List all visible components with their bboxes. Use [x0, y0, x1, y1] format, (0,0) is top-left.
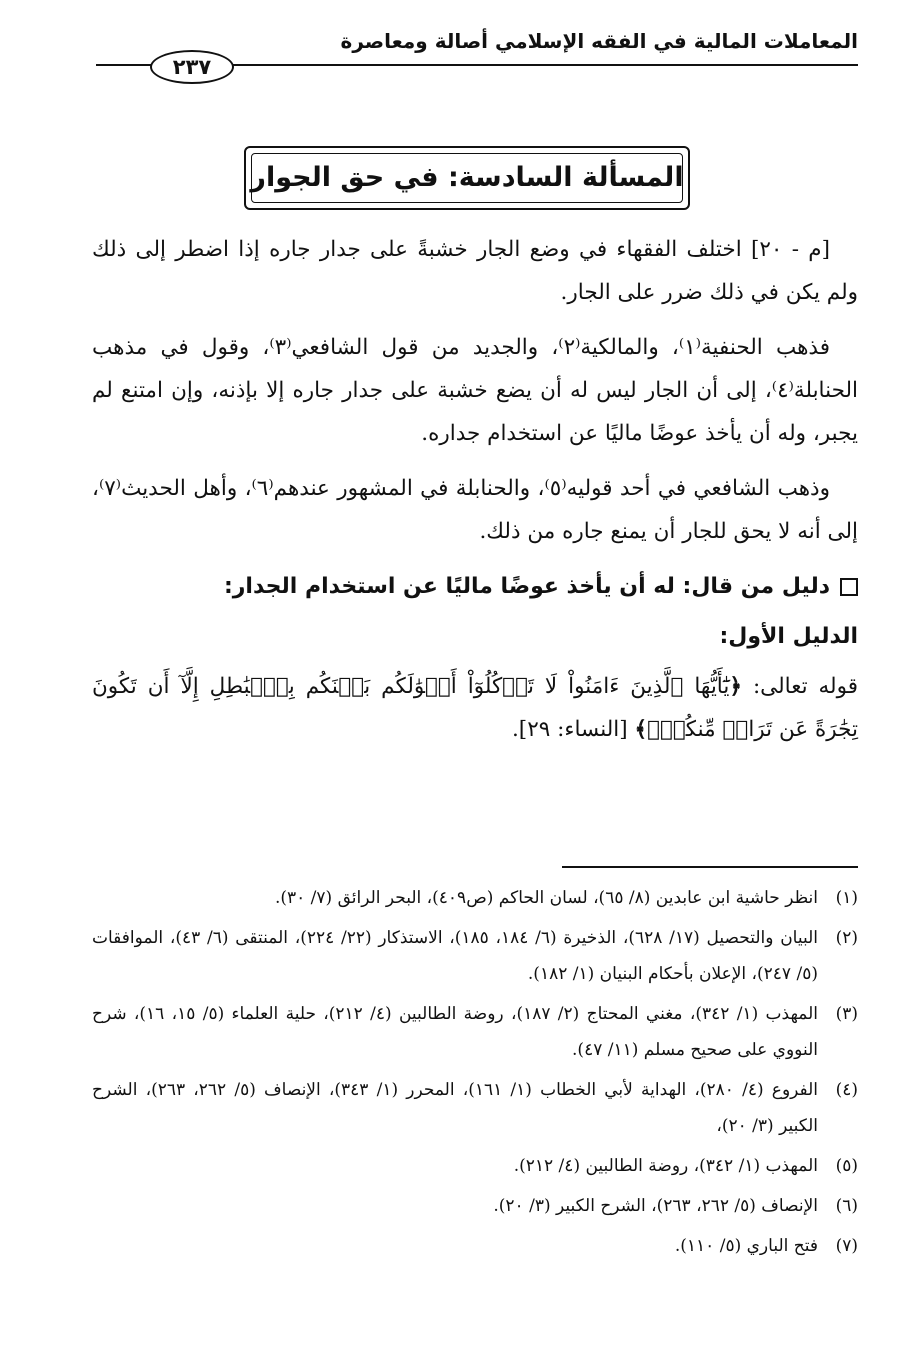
quran-close-bracket: ﴾ — [634, 717, 648, 742]
paragraph-2: فذهب الحنفية⁽١⁾، والمالكية⁽٢⁾، والجديد من قول الشافعي⁽٣⁾، وقول في مذهب الحنابلة⁽٤⁾، إلى أن الجار ليس له أن يضع خشبة على جدار جاره إلا بإذنه، وإن امتنع لم يجبر، وله أن يأخذ عوضًا ماليًا عن استخدام جداره. — [92, 335, 858, 446]
footnote-text: البيان والتحصيل (١٧/ ٦٢٨)، الذخيرة (٦/ ١٨٤، ١٨٥)، الاستذكار (٢٢/ ٢٢٤)، المنتقى (٦/ ٤٣)، الموافقات (٥/ ٢٤٧)، الإعلان بأحكام البنيان (١/ ١٨٢). — [92, 928, 819, 984]
footnote-text: الإنصاف (٥/ ٢٦٢، ٢٦٣)، الشرح الكبير (٣/ ٢٠). — [493, 1196, 818, 1216]
footnote-text: الفروع (٤/ ٢٨٠)، الهداية لأبي الخطاب (١/ ١٦١)، المحرر (١/ ٣٤٣)، الإنصاف (٥/ ٢٦٢، ٢٦٣)، الشرح الكبير (٣/ ٢٠)، — [92, 1080, 819, 1136]
footnote-item — [92, 920, 858, 992]
quran-verse: يَٰٓأَيُّهَا ٱلَّذِينَ ءَامَنُواْ لَا تَأۡكُلُوٓاْ أَمۡوَٰلَكُم بَيۡنَكُم بِٱلۡبَٰطِلِ إِلَّآ أَن تَكُونَ تِجَٰرَةً عَن تَرَاضٖ مِّنكُمۡۚ — [92, 674, 858, 742]
footnote-number: (١) — [835, 888, 858, 908]
first-evidence-heading: الدليل الأول: — [719, 624, 858, 649]
paragraph-3: وذهب الشافعي في أحد قوليه⁽٥⁾، والحنابلة في المشهور عندهم⁽٦⁾، وأهل الحديث⁽٧⁾، إلى أنه لا يحق للجار أن يمنع جاره من ذلك. — [92, 476, 858, 544]
footnote-number: (٣) — [835, 1004, 858, 1024]
checkbox-square-icon — [840, 578, 858, 596]
footnote-text: فتح الباري (٥/ ١١٠). — [674, 1236, 818, 1256]
footnote-number: (٧) — [835, 1236, 858, 1256]
footnote-text: المهذب (١/ ٣٤٢)، مغني المحتاج (٢/ ١٨٧)، روضة الطالبين (٤/ ٢١٢)، حلية العلماء (٥/ ١٥، ١٦)، شرح النووي على صحيح مسلم (١١/ ٤٧). — [92, 1004, 819, 1060]
paragraph-1: [م - ٢٠] اختلف الفقهاء في وضع الجار خشبةً على جدار جاره إذا اضطر إلى ذلك ولم يكن في ذلك ضرر على الجار. — [92, 237, 858, 305]
quran-intro: قوله تعالى: — [752, 674, 858, 699]
section-title-frame — [244, 146, 690, 210]
section-title: المسألة السادسة: في حق الجوار — [250, 162, 684, 193]
evidence-heading-text: دليل من قال: له أن يأخذ عوضًا ماليًا عن استخدام الجدار: — [223, 574, 830, 599]
running-header-title: المعاملات المالية في الفقه الإسلامي أصالة ومعاصرة — [340, 29, 858, 53]
footnote-number: (٤) — [835, 1080, 858, 1100]
footnote-separator — [562, 866, 858, 868]
body-text — [92, 228, 858, 763]
footnote-item — [92, 996, 858, 1068]
footnote-number: (٦) — [835, 1196, 858, 1216]
footnote-text: انظر حاشية ابن عابدين (٨/ ٦٥)، لسان الحاكم (ص٤٠٩)، البحر الرائق (٧/ ٣٠). — [274, 888, 818, 908]
footnote-number: (٢) — [835, 928, 858, 948]
footnotes — [92, 880, 858, 1268]
footnote-item — [92, 1072, 858, 1144]
quran-open-bracket: ﴿ — [729, 674, 742, 699]
footnote-number: (٥) — [835, 1156, 858, 1176]
footnote-text: المهذب (١/ ٣٤٢)، روضة الطالبين (٤/ ٢١٢). — [513, 1156, 818, 1176]
page-number: ٢٣٧ — [150, 50, 234, 84]
footnote-item — [92, 1188, 858, 1224]
quran-reference: [النساء: ٢٩]. — [511, 717, 628, 742]
footnote-item — [92, 1228, 858, 1264]
footnote-item — [92, 1148, 858, 1184]
evidence-heading — [92, 565, 858, 609]
footnote-item — [92, 880, 858, 916]
quran-verse-paragraph — [92, 665, 858, 751]
